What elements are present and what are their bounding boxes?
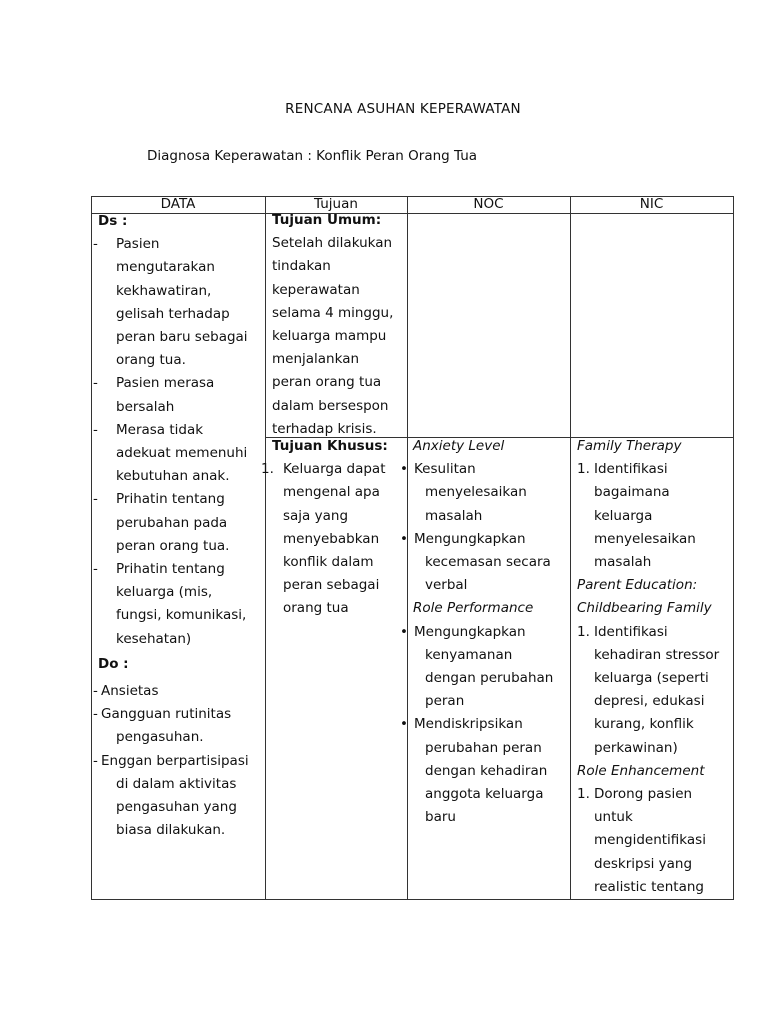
list-item-line: bagaimana: [594, 484, 670, 501]
header-noc: NOC: [473, 196, 504, 212]
nic-section-list: [577, 621, 733, 760]
list-item-line: kurang, konflik: [594, 716, 694, 733]
tujuan-umum-line: peran orang tua: [272, 374, 382, 391]
noc-section-heading: Anxiety Level: [413, 438, 505, 454]
noc-section-heading: Role Performance: [413, 600, 534, 617]
list-marker: •: [400, 716, 408, 733]
noc-section-list: [400, 458, 569, 597]
list-marker: -: [93, 421, 98, 438]
list-item-line: Mengungkapkan: [414, 623, 526, 640]
list-item: [93, 703, 263, 749]
list-marker: •: [400, 461, 408, 478]
list-item-line: saja yang: [283, 507, 349, 524]
list-marker: -: [93, 561, 98, 578]
list-item-line: Prihatin tentang: [116, 491, 225, 508]
list-item-line: mengenal apa: [283, 484, 380, 501]
list-item-line: Identifikasi: [594, 461, 668, 478]
list-marker: -: [93, 491, 98, 508]
list-marker: 1.: [577, 786, 590, 803]
list-item-line: Prihatin tentang: [116, 561, 225, 578]
list-item: [93, 233, 263, 372]
list-item-line: Gangguan rutinitas: [101, 706, 232, 723]
list-item-line: perubahan peran: [425, 739, 542, 756]
list-item-line: peran: [425, 693, 465, 710]
list-item-line: orang tua: [283, 600, 349, 617]
list-item-line: Mengungkapkan: [414, 530, 526, 547]
list-marker: -: [93, 375, 98, 392]
list-item-line: kekhawatiran,: [116, 282, 212, 299]
list-item-line: Ansietas: [101, 683, 159, 700]
data-column: [93, 210, 263, 842]
list-item-line: adekuat memenuhi: [116, 445, 248, 462]
list-item-line: dengan perubahan: [425, 670, 554, 687]
diagnosis-heading: Diagnosa Keperawatan : Konflik Peran Orang Tua: [147, 148, 478, 164]
list-item-line: kenyamanan: [425, 646, 513, 663]
do-label: Do :: [98, 655, 129, 672]
nic-column: [577, 435, 733, 899]
list-item-line: di dalam aktivitas: [116, 775, 237, 792]
list-item-line: realistic tentang: [594, 878, 704, 895]
list-item: [261, 458, 406, 620]
list-item-line: Pasien: [116, 236, 160, 253]
column-divider-3: [570, 196, 571, 900]
list-item: [577, 458, 733, 574]
list-item-line: anggota keluarga: [425, 786, 544, 803]
list-item-line: kebutuhan anak.: [116, 468, 230, 485]
list-item-line: kehadiran stressor: [594, 646, 720, 663]
list-item: [400, 713, 569, 829]
ds-list: [93, 233, 263, 651]
list-item: [93, 419, 263, 489]
table-border-left: [91, 196, 92, 900]
list-item: [577, 783, 733, 899]
list-item-line: peran orang tua.: [116, 537, 230, 554]
list-marker: 1.: [577, 461, 590, 478]
header-nic: NIC: [639, 196, 664, 212]
list-item-line: pengasuhan yang: [116, 799, 237, 816]
list-item-line: perkawinan): [594, 739, 678, 756]
list-item-line: perubahan pada: [116, 514, 228, 531]
header-data: DATA: [160, 196, 196, 212]
do-list: [93, 680, 263, 842]
list-item-line: menyelesaikan: [594, 530, 696, 547]
list-item-line: Dorong pasien: [594, 786, 693, 803]
list-item-line: untuk: [594, 809, 633, 826]
list-item-line: kesehatan): [116, 630, 192, 647]
list-item-line: Pasien merasa: [116, 375, 215, 392]
ds-label: Ds :: [98, 213, 128, 229]
tujuan-umum-line: keluarga mampu: [272, 328, 387, 345]
list-item-line: peran baru sebagai: [116, 329, 248, 346]
tujuan-umum-block: [272, 209, 406, 441]
list-item-line: mengutarakan: [116, 259, 215, 276]
header-tujuan: Tujuan: [314, 196, 358, 212]
list-item-line: orang tua.: [116, 352, 186, 369]
nic-section-heading: Role Enhancement: [577, 762, 705, 779]
table-border-bottom: [91, 899, 734, 900]
list-item-line: menyelesaikan: [425, 484, 527, 501]
list-item-line: gelisah terhadap: [116, 305, 230, 322]
tujuan-umum-line: keperawatan: [272, 281, 360, 298]
list-item: [93, 372, 263, 418]
list-item-line: kecemasan secara: [425, 554, 551, 571]
tujuan-umum-line: terhadap krisis.: [272, 420, 377, 437]
noc-column: [400, 435, 569, 829]
list-item-line: Enggan berpartisipasi: [101, 752, 249, 769]
nic-section-heading: Family Therapy: [577, 438, 682, 454]
list-item-line: masalah: [594, 554, 652, 571]
document-title: RENCANA ASUHAN KEPERAWATAN: [285, 101, 521, 117]
list-item-line: bersalah: [116, 398, 175, 415]
tujuan-umum-line: selama 4 minggu,: [272, 304, 394, 321]
noc-section-list: [400, 621, 569, 830]
list-marker: •: [400, 623, 408, 640]
list-marker: 1.: [261, 461, 274, 478]
list-item-line: Mendiskripsikan: [414, 716, 523, 733]
column-divider-1: [265, 196, 266, 900]
list-marker: -: [93, 706, 98, 723]
nic-section-list: [577, 458, 733, 574]
list-item: [400, 528, 569, 598]
tujuan-umum-line: Setelah dilakukan: [272, 235, 393, 252]
tujuan-umum-text: [272, 232, 406, 441]
list-marker: 1.: [577, 623, 590, 640]
list-item-line: Merasa tidak: [116, 421, 204, 438]
tujuan-khusus-list: [261, 458, 406, 620]
list-item-line: Kesulitan: [414, 461, 476, 478]
list-item-line: biasa dilakukan.: [116, 822, 226, 839]
list-item-line: keluarga: [594, 507, 653, 524]
list-item-line: fungsi, komunikasi,: [116, 607, 247, 624]
list-item-line: verbal: [425, 577, 468, 594]
tujuan-khusus-label: Tujuan Khusus:: [272, 438, 388, 454]
list-item-line: konflik dalam: [283, 554, 374, 571]
list-item-line: keluarga (seperti: [594, 670, 709, 687]
list-item: [400, 621, 569, 714]
list-item: [400, 458, 569, 528]
list-item: [93, 558, 263, 651]
list-item-line: masalah: [425, 507, 483, 524]
list-item-line: keluarga (mis,: [116, 584, 213, 601]
tujuan-umum-line: tindakan: [272, 258, 331, 275]
nic-section-list: [577, 783, 733, 899]
list-item: [93, 750, 263, 843]
list-item-line: deskripsi yang: [594, 855, 693, 872]
nic-section-heading: Parent Education: Childbearing Family: [577, 577, 712, 617]
list-item-line: Keluarga dapat: [283, 461, 386, 478]
list-item-line: peran sebagai: [283, 577, 380, 594]
tujuan-umum-line: dalam bersespon: [272, 397, 389, 414]
list-marker: -: [93, 683, 98, 700]
tujuan-khusus-block: [261, 435, 406, 621]
list-item-line: pengasuhan.: [116, 729, 204, 746]
list-item: [93, 680, 263, 703]
list-marker: -: [93, 752, 98, 769]
list-item-line: depresi, edukasi: [594, 693, 705, 710]
list-item: [93, 488, 263, 558]
list-item: [577, 621, 733, 760]
list-item-line: baru: [425, 809, 456, 826]
list-item-line: menyebabkan: [283, 530, 380, 547]
list-marker: -: [93, 236, 98, 253]
list-item-line: mengidentifikasi: [594, 832, 706, 849]
list-marker: •: [400, 530, 408, 547]
tujuan-umum-label: Tujuan Umum:: [272, 212, 382, 228]
tujuan-umum-line: menjalankan: [272, 351, 360, 368]
list-item-line: Identifikasi: [594, 623, 668, 640]
table-border-right: [733, 196, 734, 900]
list-item-line: dengan kehadiran: [425, 762, 548, 779]
